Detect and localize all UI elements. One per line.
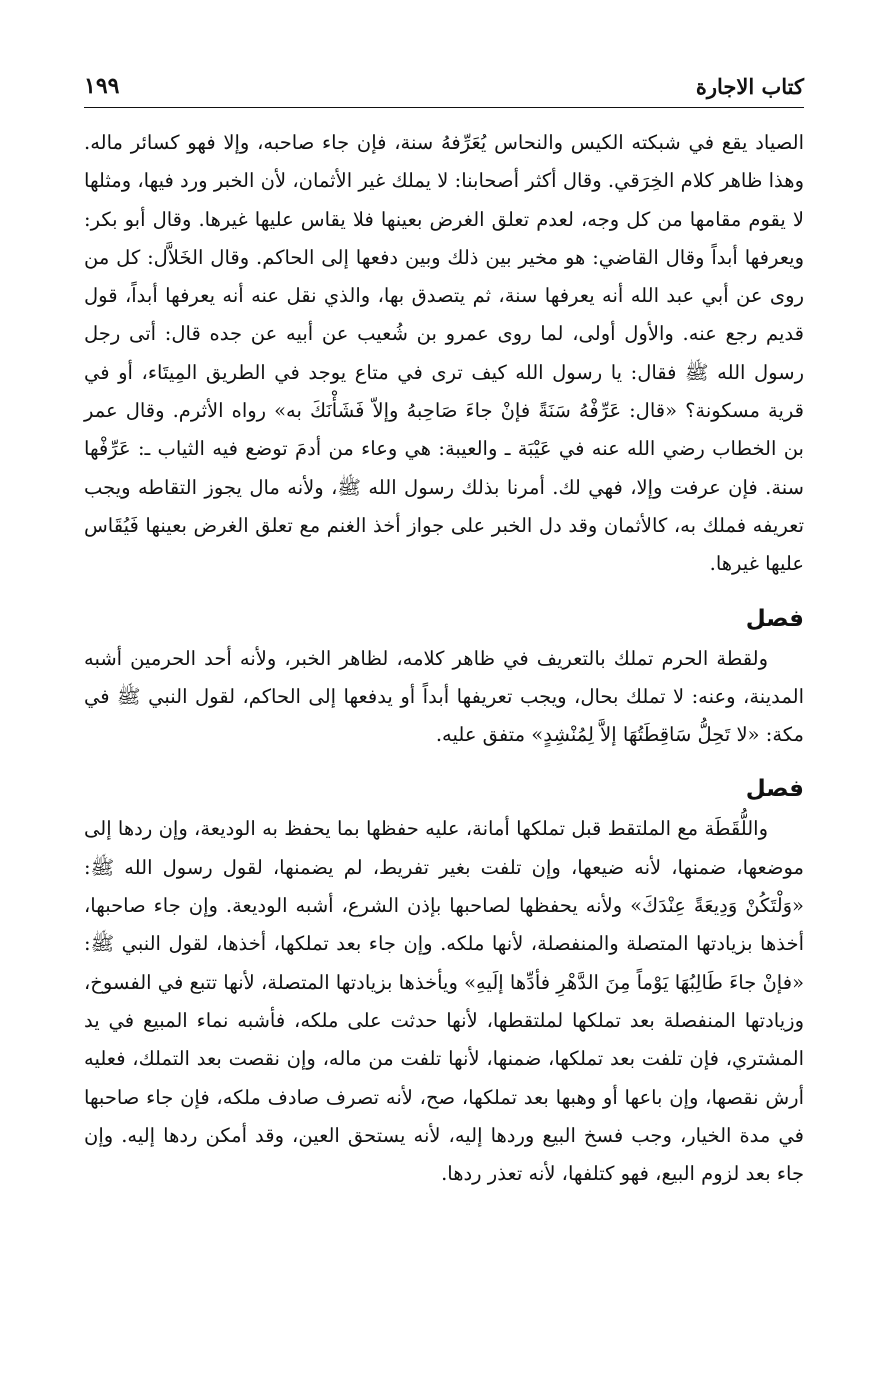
running-title: كتاب الاجارة: [695, 74, 804, 99]
page-header: [84, 60, 804, 108]
section-heading-1: فصل: [745, 605, 804, 632]
section-heading-2: فصل: [745, 776, 804, 803]
page-number: ١٩٩: [84, 73, 120, 99]
book-page: [84, 60, 804, 1360]
paragraph-haram-lost-property: ولقطة الحرم تملك بالتعريف في ظاهر كلامه، لظاهر الخبر، ولأنه أحد الحرمين أشبه المدينة، وعنه: لا تملك بحال، ويجب تعريفها أبداً أو يدفعها إلى الحاكم، لقول النبي ﷺ في مكة: «لا تَحِلُّ سَاقِطَتُهَا إلاَّ لِمُنْشِدٍ» متفق عليه.: [84, 646, 804, 747]
paragraph-lost-property-trust: واللُّقَطَة مع الملتقط قبل تملكها أمانة، عليه حفظها بما يحفظ به الوديعة، وإن ردها إلى موضعها، ضمنها، لأنه ضيعها، وإن تلفت بغير تفريط، لم يضمنها، لقول رسول الله ﷺ: «وَلْتَكُنْ وَدِيعَةً عِنْدَكَ» ولأنه يحفظها لصاحبها بإذن الشرع، أشبه الوديعة. وإن جاء صاحبها، أخذها بزيادتها المتصلة والمنفصلة، لأنها ملكه. وإن جاء بعد تملكها، أخذها، لقول النبي ﷺ: «فإنْ جاءَ طَالِبُهَا يَوْماً مِنَ الدَّهْرِ فأدِّها إلَيهِ» ويأخذها بزيادتها المتصلة، لأنها تتبع في الفسوخ، وزيادتها المنفصلة بعد تملكها لملتقطها، لأنها حدثت على ملكه، فأشبه نماء المبيع في يد المشتري، فإن تلفت بعد تملكها، ضمنها، لأنها تلفت من ماله، وإن نقصت بعد التملك، فعليه أرش نقصها، وإن باعها أو وهبها بعد تملكها، صح، لأنه تصرف صادف ملكه، فإن جاء صاحبها في مدة الخيار، وجب فسخ البيع وردها إليه، لأنه يستحق العين، وقد أمكن ردها إليه. وإن جاء بعد لزوم البيع، فهو كتلفها، لأنه تعذر ردها.: [83, 817, 804, 1186]
page-body: [84, 124, 804, 1193]
paragraph-continuation: الصياد يقع في شبكته الكيس والنحاس يُعَرِّفهُ سنة، فإن جاء صاحبه، وإلا فهو كسائر ماله. وهذا ظاهر كلام الخِرَقي. وقال أكثر أصحابنا: لا يملك غير الأثمان، لأن الخبر ورد فيها، ومثلها لا يقوم مقامها من كل وجه، لعدم تعلق الغرض بعينها فلا يقاس عليها غيرها. وقال أبو بكر: ويعرفها أبداً وقال القاضي: هو مخير بين ذلك وبين دفعها إلى الحاكم. وقال الخَلاَّل: كل من روى عن أبي عبد الله أنه يعرفها سنة، ثم يتصدق بها، والذي نقل عنه أنه يعرفها أبداً، قول قديم رجع عنه. والأول أولى، لما روى عمرو بن شُعيب عن أبيه عن جده قال: أتى رجل رسول الله ﷺ فقال: يا رسول الله كيف ترى في متاع يوجد في الطريق المِيتَاء، أو في قرية مسكونة؟ «قال: عَرِّفْهُ سَنَةً فإنْ جاءَ صَاحِبهُ وإلاّ فَشَأْنَكَ به» رواه الأثرم. وقال عمر بن الخطاب رضي الله عنه في عَيْبَة ـ والعيبة: هي وعاء من أدمَ توضع فيه الثياب ـ: عَرِّفْها سنة. فإن عرفت وإلا، فهي لك. أمرنا بذلك رسول الله ﷺ، ولأنه مال يجوز التقاطه ويجب تعريفه فملك به، كالأثمان وقد دل الخبر على جواز أخذ الغنم مع تعلق الغرض بعينها فَيُقَاس عليها غيرها.: [84, 131, 804, 576]
